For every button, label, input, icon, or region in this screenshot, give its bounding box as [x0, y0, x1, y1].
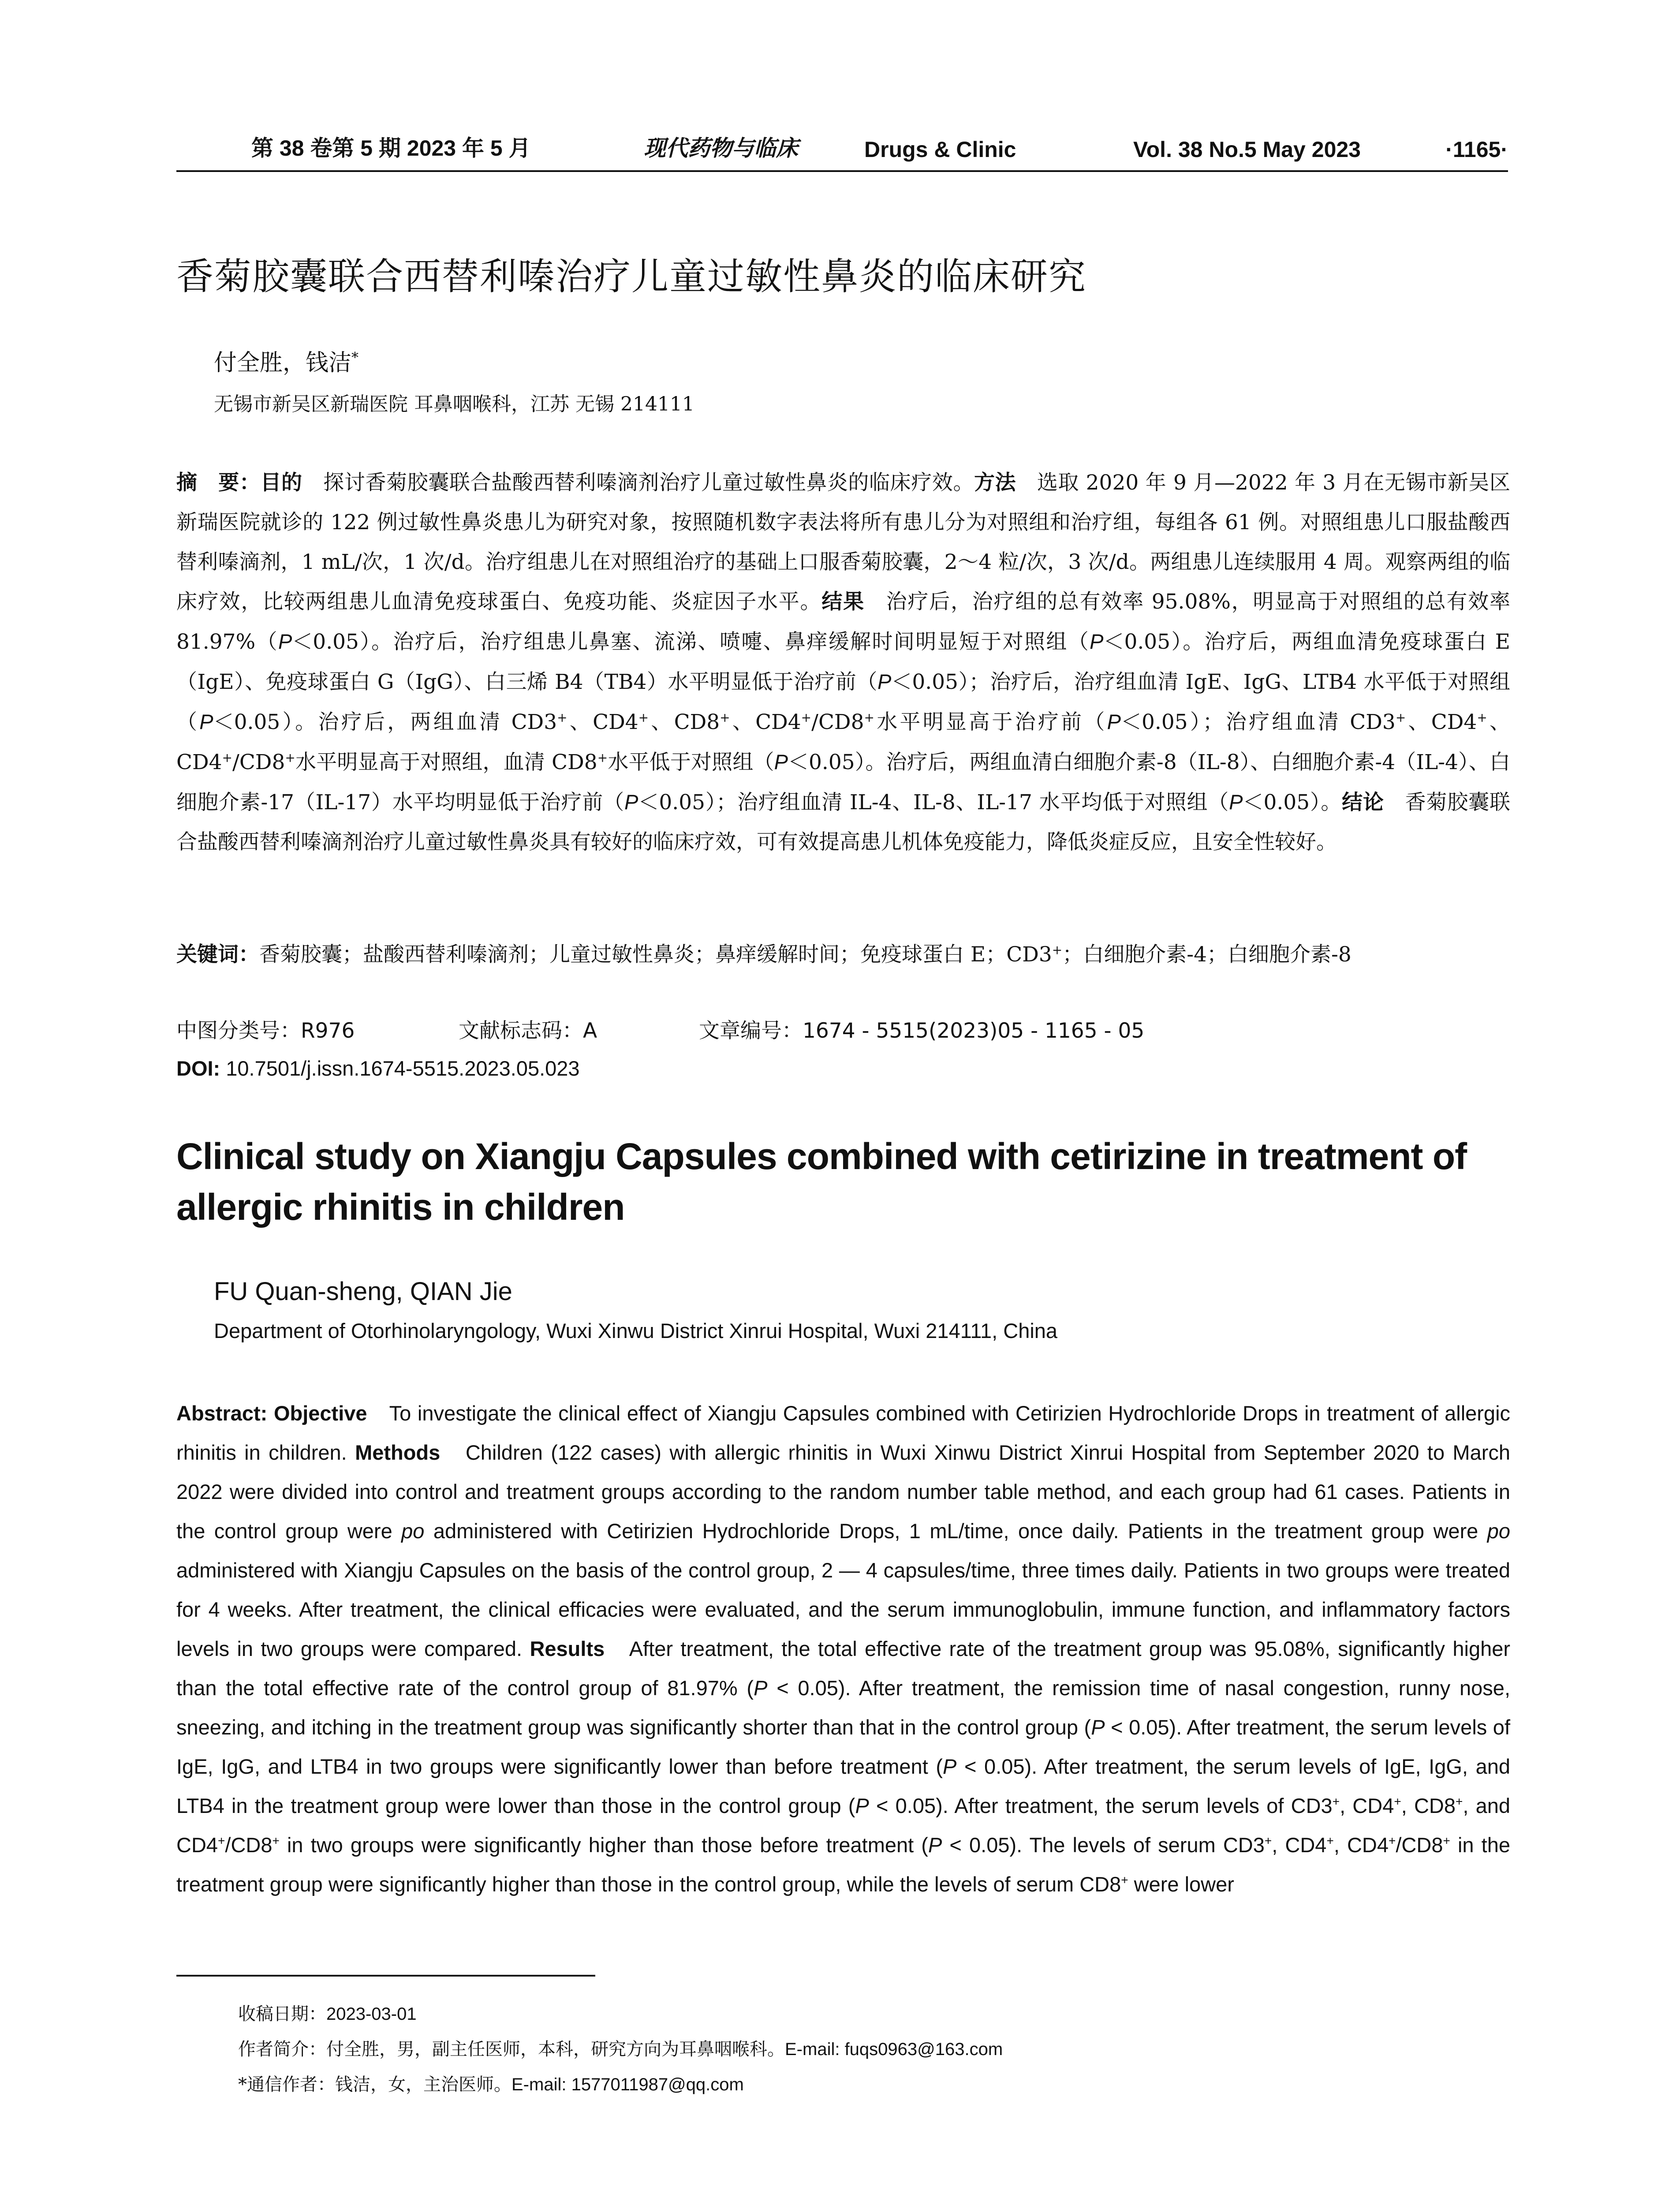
objective-text-cn: 探讨香菊胶囊联合盐酸西替利嗪滴剂治疗儿童过敏性鼻炎的临床疗效。: [302, 471, 974, 495]
superscript-plus: +: [1121, 1873, 1128, 1887]
english-abstract: [176, 1394, 1510, 1904]
results-en-seg: , CD4: [1333, 1833, 1389, 1857]
objective-label-en: Objective: [273, 1401, 367, 1425]
header-volume-cn: 第 38 卷第 5 期 2023 年 5 月: [251, 136, 531, 161]
english-affiliation: Department of Otorhinolaryngology, Wuxi Xinwu District Xinrui Hospital, Wuxi 214111, China: [214, 1319, 1058, 1342]
superscript-plus: +: [1389, 1834, 1396, 1848]
p-value-symbol: P: [1107, 710, 1121, 733]
results-cn-seg: ＜0.05）。治疗后，两组血清 CD3: [213, 710, 557, 734]
p-value-symbol: P: [928, 1833, 942, 1857]
superscript-plus: +: [285, 750, 295, 765]
conclusion-label-cn: 结论: [1342, 790, 1384, 815]
p-value-symbol: P: [774, 750, 788, 774]
author-email[interactable]: E-mail: fuqs0963@163.com: [785, 2040, 1003, 2059]
author-bio-text: 作者简介：付全胜，男，副主任医师，本科，研究方向为耳鼻咽喉科。: [238, 2039, 785, 2059]
chinese-affiliation: 无锡市新吴区新瑞医院 耳鼻咽喉科，江苏 无锡 214111: [214, 393, 694, 415]
results-cn-seg: ＜0.05）。治疗后，两组血清白细胞介素-8（IL-8）、白细胞介素-4（IL-4）、白细胞介素-17（IL-17）水平均明显低于治疗前（: [176, 750, 1510, 815]
p-value-symbol: P: [278, 630, 292, 653]
clc-number: 中图分类号：R976: [176, 1019, 355, 1043]
corresponding-mark: *: [351, 349, 359, 366]
results-en-seg: After treatment, the total effective rate of the treatment group was 95.08%, significantly higher than the total effective rate of the control group of 81.97% (: [176, 1637, 1511, 1700]
results-cn-seg: ＜0.05）；治疗后，治疗组血清 IgE、IgG、LTB4 水平低于对照组（: [176, 670, 1510, 734]
results-en-seg: < 0.05). After treatment, the serum levels of IgE, IgG, and LTB4 in two groups were significantly lower than before treatment (: [176, 1715, 1510, 1778]
results-cn-seg: ＜0.05）。治疗后，治疗组患儿鼻塞、流涕、喷嚏、鼻痒缓解时间明显短于对照组（: [292, 630, 1090, 654]
results-en-seg: < 0.05). After treatment, the remission time of nasal congestion, runny nose, sneezing, and itching in the treatment group was significantly shorter than that in the control group (: [176, 1676, 1511, 1739]
results-cn-seg: 治疗后，治疗组的总有效率 95.08%，明显高于对照组的总有效率 81.97%（: [176, 590, 1511, 654]
doi-label: DOI:: [176, 1057, 220, 1080]
results-en-seg: < 0.05). After treatment, the serum levels of IgE, IgG, and LTB4 in the treatment group were lower than those in the control group (: [176, 1755, 1511, 1817]
keywords-text-cn-b: ；白细胞介素-4；白细胞介素-8: [1062, 942, 1351, 967]
english-authors: FU Quan-sheng, QIAN Jie: [214, 1277, 512, 1306]
results-cn-seg: 水平低于对照组（: [608, 750, 774, 774]
results-en-seg: in two groups were significantly higher than those before treatment (: [279, 1833, 928, 1857]
superscript-plus: +: [801, 710, 812, 725]
corresponding-author-text: *通信作者：钱洁，女，主治医师。: [238, 2074, 511, 2095]
superscript-plus: +: [597, 750, 608, 765]
po-abbrev: po: [1487, 1519, 1511, 1543]
conclusion-text-cn: 香菊胶囊联合盐酸西替利嗪滴剂治疗儿童过敏性鼻炎具有较好的临床疗效，可有效提高患儿机体免疫能力，降低炎症反应，且安全性较好。: [176, 790, 1511, 854]
results-cn-seg: /CD8: [811, 710, 864, 734]
results-cn-seg: 水平明显高于治疗前（: [874, 710, 1107, 734]
p-value-symbol: P: [1091, 1715, 1105, 1739]
abstract-label-cn: 摘 要：: [176, 471, 261, 495]
results-cn-seg: 、CD8: [649, 710, 720, 734]
superscript-plus: +: [557, 710, 567, 725]
results-en-seg: , CD4: [1340, 1794, 1394, 1817]
results-cn-seg: 、CD4: [730, 710, 801, 734]
superscript-plus: +: [272, 1834, 280, 1848]
objective-text-en: To investigate the clinical effect of Xiangju Capsules combined with Cetirizien Hydrochloride Drops in treatment of allergic rhinitis in children.: [176, 1401, 1511, 1464]
superscript-plus: +: [1264, 1834, 1272, 1848]
results-en-seg: < 0.05). After treatment, the serum levels of CD3: [869, 1794, 1333, 1817]
superscript-plus: +: [222, 750, 233, 765]
p-value-symbol: P: [1229, 790, 1243, 814]
author-bio: [238, 2035, 1003, 2060]
superscript-plus: +: [1455, 1794, 1463, 1809]
results-cn-seg: ＜0.05）；治疗组血清 CD3: [1121, 710, 1396, 734]
superscript-plus: +: [638, 710, 649, 725]
header-journal-cn: 现代药物与临床: [644, 135, 798, 161]
results-text-cn: [176, 590, 1510, 815]
english-title: Clinical study on Xiangju Capsules combined with cetirizine in treatment of allergic rhinitis in children: [176, 1136, 1467, 1228]
superscript-plus: +: [1326, 1834, 1334, 1848]
doi-link[interactable]: 10.7501/j.issn.1674-5515.2023.05.023: [220, 1057, 580, 1080]
results-en-seg: /CD8: [1396, 1833, 1443, 1857]
results-label-cn: 结果: [821, 590, 865, 614]
results-label-en: Results: [530, 1637, 605, 1660]
footnote-divider: [176, 1975, 595, 1977]
po-abbrev: po: [401, 1519, 425, 1543]
superscript-plus: +: [864, 710, 874, 725]
results-cn-seg: 水平明显高于对照组，血清 CD8: [295, 750, 597, 774]
results-cn-seg: ＜0.05）。治疗后，两组血清免疫球蛋白 E（IgE）、免疫球蛋白 G（IgG）、白三烯 B4（TB4）水平明显低于治疗前（: [176, 630, 1510, 694]
running-header: [176, 132, 1508, 172]
methods-text-cn: 选取 2020 年 9 月—2022 年 3 月在无锡市新吴区新瑞医院就诊的 122 例过敏性鼻炎患儿为研究对象，按照随机数字表法将所有患儿分为对照组和治疗组，每组各 61 例。对照组患儿口服盐酸西替利嗪滴剂，1 mL/次，1 次/d。治疗组患儿在对照组治疗的基础上口服香菊胶囊，2～4 粒/次，3 次/d。两组患儿连续服用 4 周。观察两组的临床疗效，比较两组患儿血清免疫球蛋白、免疫功能、炎症因子水平。: [176, 471, 1511, 614]
header-volume-en: Vol. 38 No.5 May 2023: [1133, 137, 1361, 162]
abstract-label-en: Abstract:: [176, 1401, 268, 1425]
p-value-symbol: P: [943, 1755, 957, 1778]
methods-en-seg: administered with Cetirizien Hydrochloride Drops, 1 mL/time, once daily. Patients in the treatment group were: [424, 1519, 1487, 1543]
doi-line: [176, 1056, 580, 1080]
superscript-plus: +: [1332, 1794, 1340, 1809]
results-en-seg: , and CD4: [176, 1794, 1511, 1857]
p-value-symbol: P: [1090, 630, 1104, 653]
corresponding-author: [238, 2070, 744, 2096]
chinese-abstract: [176, 463, 1510, 862]
p-value-symbol: P: [877, 670, 892, 693]
results-en-seg: < 0.05). The levels of serum CD3: [942, 1833, 1265, 1857]
superscript-plus: +: [1052, 942, 1063, 957]
keywords-label-cn: 关键词：: [176, 942, 259, 967]
article-number: 文章编号：1674 - 5515(2023)05 - 1165 - 05: [699, 1019, 1145, 1043]
p-value-symbol: P: [624, 790, 638, 814]
superscript-plus: +: [218, 1834, 225, 1848]
superscript-plus: +: [720, 710, 730, 725]
chinese-keywords: [176, 935, 1510, 975]
results-cn-seg: 、CD4: [567, 710, 638, 734]
document-code: 文献标志码：A: [459, 1019, 597, 1043]
p-value-symbol: P: [855, 1794, 869, 1817]
methods-label-en: Methods: [355, 1441, 441, 1464]
results-cn-seg: /CD8: [232, 750, 285, 774]
chinese-author-names: 付全胜，钱洁: [214, 350, 352, 376]
methods-text-en: [176, 1441, 1510, 1660]
chinese-title: 香菊胶囊联合西替利嗪治疗儿童过敏性鼻炎的临床研究: [176, 255, 1087, 298]
keywords-text-cn-a: 香菊胶囊；盐酸西替利嗪滴剂；儿童过敏性鼻炎；鼻痒缓解时间；免疫球蛋白 E；CD3: [259, 942, 1052, 967]
results-cn-seg: 、CD4: [176, 710, 1511, 774]
header-page-number: ·1165·: [1445, 137, 1508, 162]
received-date: [238, 2000, 417, 2025]
results-en-seg: were lower: [1128, 1872, 1234, 1896]
results-en-seg: , CD8: [1401, 1794, 1456, 1817]
received-label: 收稿日期：: [238, 2004, 326, 2024]
superscript-plus: +: [1394, 1794, 1401, 1809]
results-cn-seg: ＜0.05）。: [1243, 790, 1342, 815]
results-cn-seg: ＜0.05）；治疗组血清 IL-4、IL-8、IL-17 水平均低于对照组（: [638, 790, 1229, 815]
results-en-seg: , CD4: [1272, 1833, 1327, 1857]
chinese-authors: [214, 344, 358, 377]
superscript-plus: +: [1477, 710, 1487, 725]
methods-en-seg: administered with Xiangju Capsules on the basis of the control group, 2 — 4 capsules/time, three times daily. Patients in two groups were treated for 4 weeks. After treatment, the clinical efficacies were evaluated, and the serum immunoglobulin, immune function, and inflammatory factors levels in two groups were compared.: [176, 1558, 1510, 1660]
results-en-seg: in the treatment group were significantly higher than those in the control group, while the levels of serum CD8: [176, 1833, 1510, 1896]
header-journal-en: Drugs & Clinic: [864, 137, 1016, 162]
objective-label-cn: 目的: [260, 471, 302, 495]
superscript-plus: +: [1395, 710, 1406, 725]
p-value-symbol: P: [199, 710, 213, 733]
results-text-en: [176, 1637, 1510, 1896]
received-value: 2023-03-01: [326, 2004, 417, 2024]
corresponding-email[interactable]: E-mail: 1577011987@qq.com: [511, 2075, 744, 2094]
methods-label-cn: 方法: [974, 471, 1016, 495]
methods-en-seg: Children (122 cases) with allergic rhinitis in Wuxi Xinwu District Xinrui Hospital from September 2020 to March 2022 were divided into control and treatment groups according to the random number table method, and each group had 61 cases. Patients in the control group were: [176, 1441, 1510, 1543]
superscript-plus: +: [1443, 1834, 1450, 1848]
results-cn-seg: 、CD4: [1406, 710, 1477, 734]
p-value-symbol: P: [754, 1676, 768, 1700]
results-en-seg: /CD8: [225, 1833, 273, 1857]
